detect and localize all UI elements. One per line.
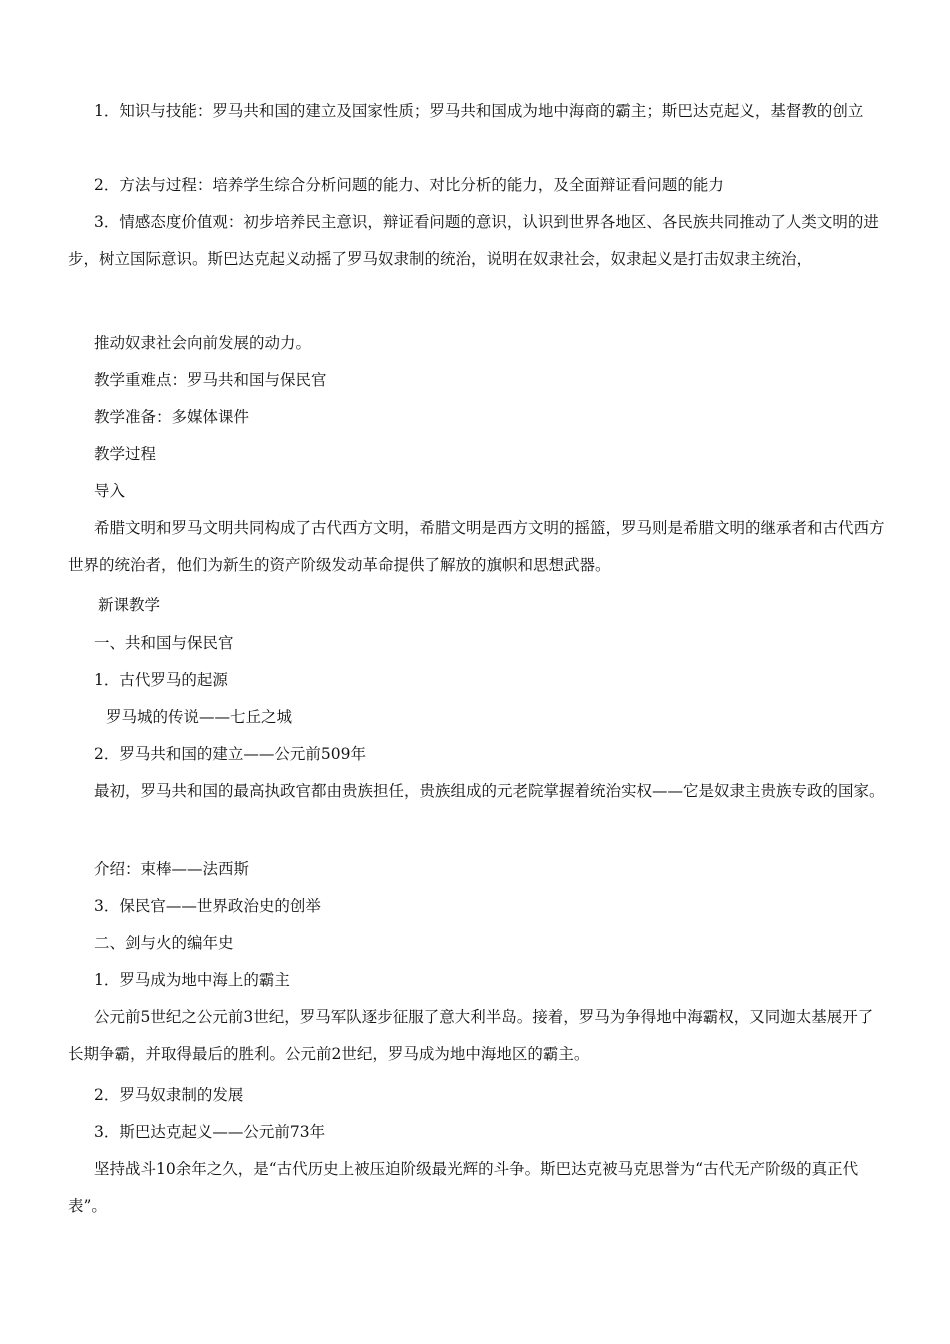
subsection-spartacus: 3．斯巴达克起义——公元前73年 — [94, 1123, 326, 1141]
mediterranean-paragraph: 公元前5世纪之公元前3世纪，罗马军队逐步征服了意大利半岛。接着，罗马为争得地中海霸权，又同迦太基展开了长期争霸，并取得最后的胜利。公元前2世纪，罗马成为地中海地区的霸主。 — [68, 1008, 874, 1063]
objective-knowledge: 1．知识与技能：罗马共和国的建立及国家性质；罗马共和国成为地中海商的霸主；斯巴达克起义，基督教的创立 — [94, 102, 864, 120]
subsection-slavery: 2．罗马奴隶制的发展 — [94, 1086, 244, 1104]
subsection-origin: 1．古代罗马的起源 — [94, 671, 228, 689]
section-one-heading: 一、共和国与保民官 — [94, 634, 234, 652]
section-two-heading: 二、剑与火的编年史 — [94, 934, 234, 952]
objective-emotion: 3．情感态度价值观：初步培养民主意识，辩证看问题的意识，认识到世界各地区、各民族共同推动了人类文明的进步，树立国际意识。斯巴达克起义动摇了罗马奴隶制的统治，说明在奴隶社会，奴隶起义是打击奴隶主统治， — [68, 213, 879, 268]
new-lesson-heading: 新课教学 — [98, 596, 161, 614]
fasces-intro: 介绍：束棒——法西斯 — [94, 860, 250, 878]
subsection-tribune: 3．保民官——世界政治史的创举 — [94, 897, 321, 915]
introduction-heading: 导入 — [94, 482, 126, 500]
subsection-mediterranean: 1．罗马成为地中海上的霸主 — [94, 971, 290, 989]
teaching-preparation: 教学准备：多媒体课件 — [94, 408, 250, 426]
spartacus-paragraph: 坚持战斗10余年之久，是“古代历史上被压迫阶级最光辉的斗争。斯巴达克被马克思誉为“古代无产阶级的真正代表”。 — [68, 1160, 859, 1215]
introduction-paragraph: 希腊文明和罗马文明共同构成了古代西方文明，希腊文明是西方文明的摇篮，罗马则是希腊文明的继承者和古代西方世界的统治者，他们为新生的资产阶级发动革命提供了解放的旗帜和思想武器。 — [68, 519, 885, 574]
key-points: 教学重难点：罗马共和国与保民官 — [94, 371, 327, 389]
teaching-process-heading: 教学过程 — [94, 445, 157, 463]
subsection-republic: 2．罗马共和国的建立——公元前509年 — [94, 745, 366, 763]
republic-paragraph: 最初，罗马共和国的最高执政官都由贵族担任，贵族组成的元老院掌握着统治实权——它是奴隶主贵族专政的国家。 — [94, 782, 885, 800]
legend-of-rome: 罗马城的传说——七丘之城 — [106, 708, 293, 726]
objective-method: 2．方法与过程：培养学生综合分析问题的能力、对比分析的能力，及全面辩证看问题的能力 — [94, 176, 724, 194]
paragraph-slavery-force: 推动奴隶社会向前发展的动力。 — [94, 334, 312, 352]
